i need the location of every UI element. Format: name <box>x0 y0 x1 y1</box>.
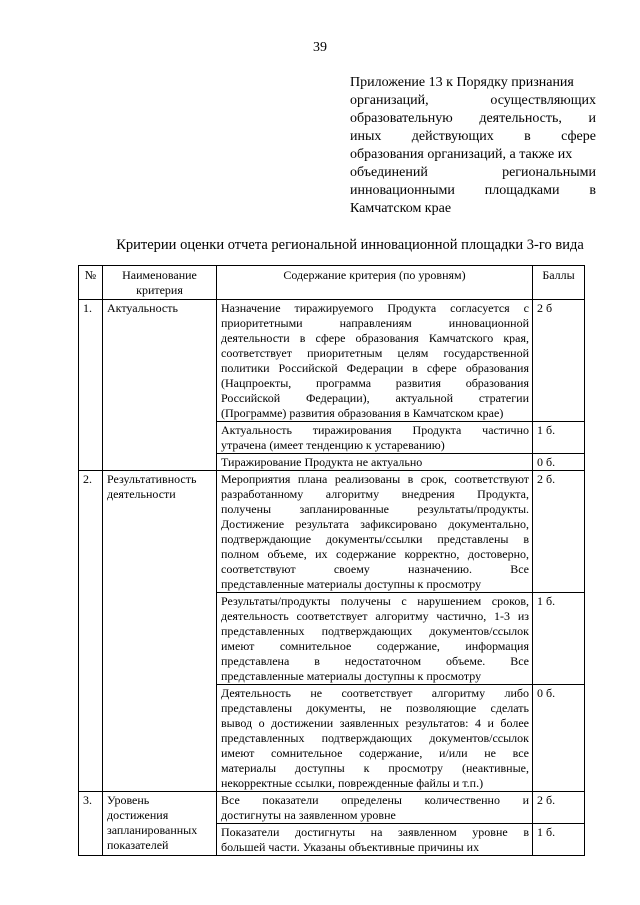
appendix-line: объединений региональными <box>350 165 596 180</box>
criterion-level-description <box>217 422 533 454</box>
criterion-number: 1. <box>79 300 103 471</box>
criterion-name <box>103 471 217 792</box>
description-line: деятельность соответствует алгоритму частично, 1-3 из <box>221 609 529 623</box>
description-line: Показатели достигнуты на заявленном уровне в <box>221 825 529 839</box>
header-num: № <box>79 266 103 300</box>
description-line: представлены документы, не позволяющие сделать <box>221 701 529 715</box>
criterion-score: 1 б. <box>533 593 585 685</box>
table-header-row <box>79 266 585 300</box>
criterion-score: 2 б. <box>533 471 585 593</box>
criterion-name-line: Результативность <box>107 472 197 486</box>
description-line: приоритетными направлениям инновационной <box>221 316 529 330</box>
header-name <box>103 266 217 300</box>
description-line: Результаты/продукты получены с нарушением сроков, <box>221 594 529 608</box>
criterion-score: 2 б. <box>533 792 585 824</box>
criterion-level-description <box>217 792 533 824</box>
criterion-name-line: Уровень <box>107 793 150 807</box>
criterion-name-line: запланированных <box>107 823 198 837</box>
description-line: представленные материалы доступны к просмотру <box>221 577 482 591</box>
description-line: полном объеме, их содержание корректно, достоверно, <box>221 547 529 561</box>
criterion-level-description <box>217 471 533 593</box>
appendix-line: инновационными площадками в <box>350 183 596 198</box>
description-line: представлена в недостаточном объеме. Все <box>221 654 529 668</box>
criterion-name-line: достижения <box>107 808 169 822</box>
criterion-name-line: показателей <box>107 838 169 852</box>
document-title: Критерии оценки отчета региональной инновационной площадки 3-го вида <box>116 237 584 253</box>
description-line: Все показатели определены количественно и <box>221 793 529 807</box>
description-line: Деятельность не соответствует алгоритму либо <box>221 686 529 700</box>
appendix-line: иных действующих в сфере <box>350 129 596 144</box>
description-line: Мероприятия плана реализованы в срок, соответствуют <box>221 472 529 486</box>
page-number: 39 <box>313 40 327 55</box>
description-line: деятельности в сфере образования Камчатского края, <box>221 331 529 345</box>
description-line: представленные материалы доступны к просмотру <box>221 669 482 683</box>
criterion-number: 3. <box>79 792 103 856</box>
description-line: политики Российской Федерации в сфере образования <box>221 361 529 375</box>
description-line: (Нацпроекты, программа развития образования <box>221 376 529 390</box>
header-name-line: критерия <box>136 283 183 297</box>
description-line: Назначение тиражируемого Продукта согласуется с <box>221 301 529 315</box>
criterion-name-line: Актуальность <box>107 301 178 315</box>
description-line: соответствуют своему назначению. Все <box>221 562 529 576</box>
appendix-line: образования организаций, а также их <box>350 147 573 162</box>
description-line: подтверждающие документы/ссылки представлены в <box>221 532 529 546</box>
description-line: (Программе) развития образования в Камчатском крае) <box>221 406 504 420</box>
description-line: Тиражирование Продукта не актуально <box>221 455 423 469</box>
description-line: соответствует приоритетным целям государственной <box>221 346 529 360</box>
criterion-number: 2. <box>79 471 103 792</box>
appendix-line: Приложение 13 к Порядку признания <box>350 75 574 90</box>
table-row <box>79 792 585 824</box>
header-name-line: Наименование <box>122 268 197 282</box>
criterion-name <box>103 300 217 471</box>
description-line: имеют сомнительное содержание, информация <box>221 639 529 653</box>
description-line: достигнуты на заявленном уровне <box>221 808 396 822</box>
header-score: Баллы <box>533 266 585 300</box>
criterion-score: 1 б. <box>533 824 585 856</box>
description-line: большей части. Указаны объективные причины их <box>221 840 480 854</box>
criterion-name-line: деятельности <box>107 487 176 501</box>
appendix-note <box>350 74 596 218</box>
description-line: разработанному алгоритму внедрения Продукта, <box>221 487 529 501</box>
description-line: представленных подтверждающих документов/ссылок <box>221 731 529 745</box>
criterion-level-description <box>217 685 533 792</box>
criterion-level-description <box>217 593 533 685</box>
criterion-score: 1 б. <box>533 422 585 454</box>
criterion-level-description <box>217 300 533 422</box>
description-line: представленных подтверждающих документов/ссылок <box>221 624 529 638</box>
appendix-line: организаций, осуществляющих <box>350 93 596 108</box>
description-line: утрачена (имеет тенденцию к устареванию) <box>221 438 445 452</box>
table-row <box>79 471 585 593</box>
appendix-line: образовательную деятельность, и <box>350 111 596 126</box>
criterion-score: 0 б. <box>533 454 585 471</box>
criteria-table <box>78 265 585 856</box>
criterion-level-description <box>217 824 533 856</box>
description-line: имеют сомнительное содержание, и/или не все <box>221 746 529 760</box>
header-content: Содержание критерия (по уровням) <box>217 266 533 300</box>
description-line: получены запланированные результаты/продукты. <box>221 502 529 516</box>
appendix-line: Камчатском крае <box>350 201 452 216</box>
criterion-name <box>103 792 217 856</box>
description-line: материалы доступны к просмотру (неактивные, <box>221 761 529 775</box>
criterion-score: 2 б <box>533 300 585 422</box>
criterion-score: 0 б. <box>533 685 585 792</box>
description-line: Актуальность тиражирования Продукта частично <box>221 423 529 437</box>
table-row <box>79 300 585 422</box>
description-line: некорректные ссылки, поврежденные файлы и т.п.) <box>221 776 484 790</box>
description-line: Российской Федерации), актуальной стратегии <box>221 391 529 405</box>
criterion-level-description <box>217 454 533 471</box>
description-line: вывод о достижении заявленных результатов: 4 и более <box>221 716 529 730</box>
description-line: Достижение результата зафиксировано документально, <box>221 517 529 531</box>
